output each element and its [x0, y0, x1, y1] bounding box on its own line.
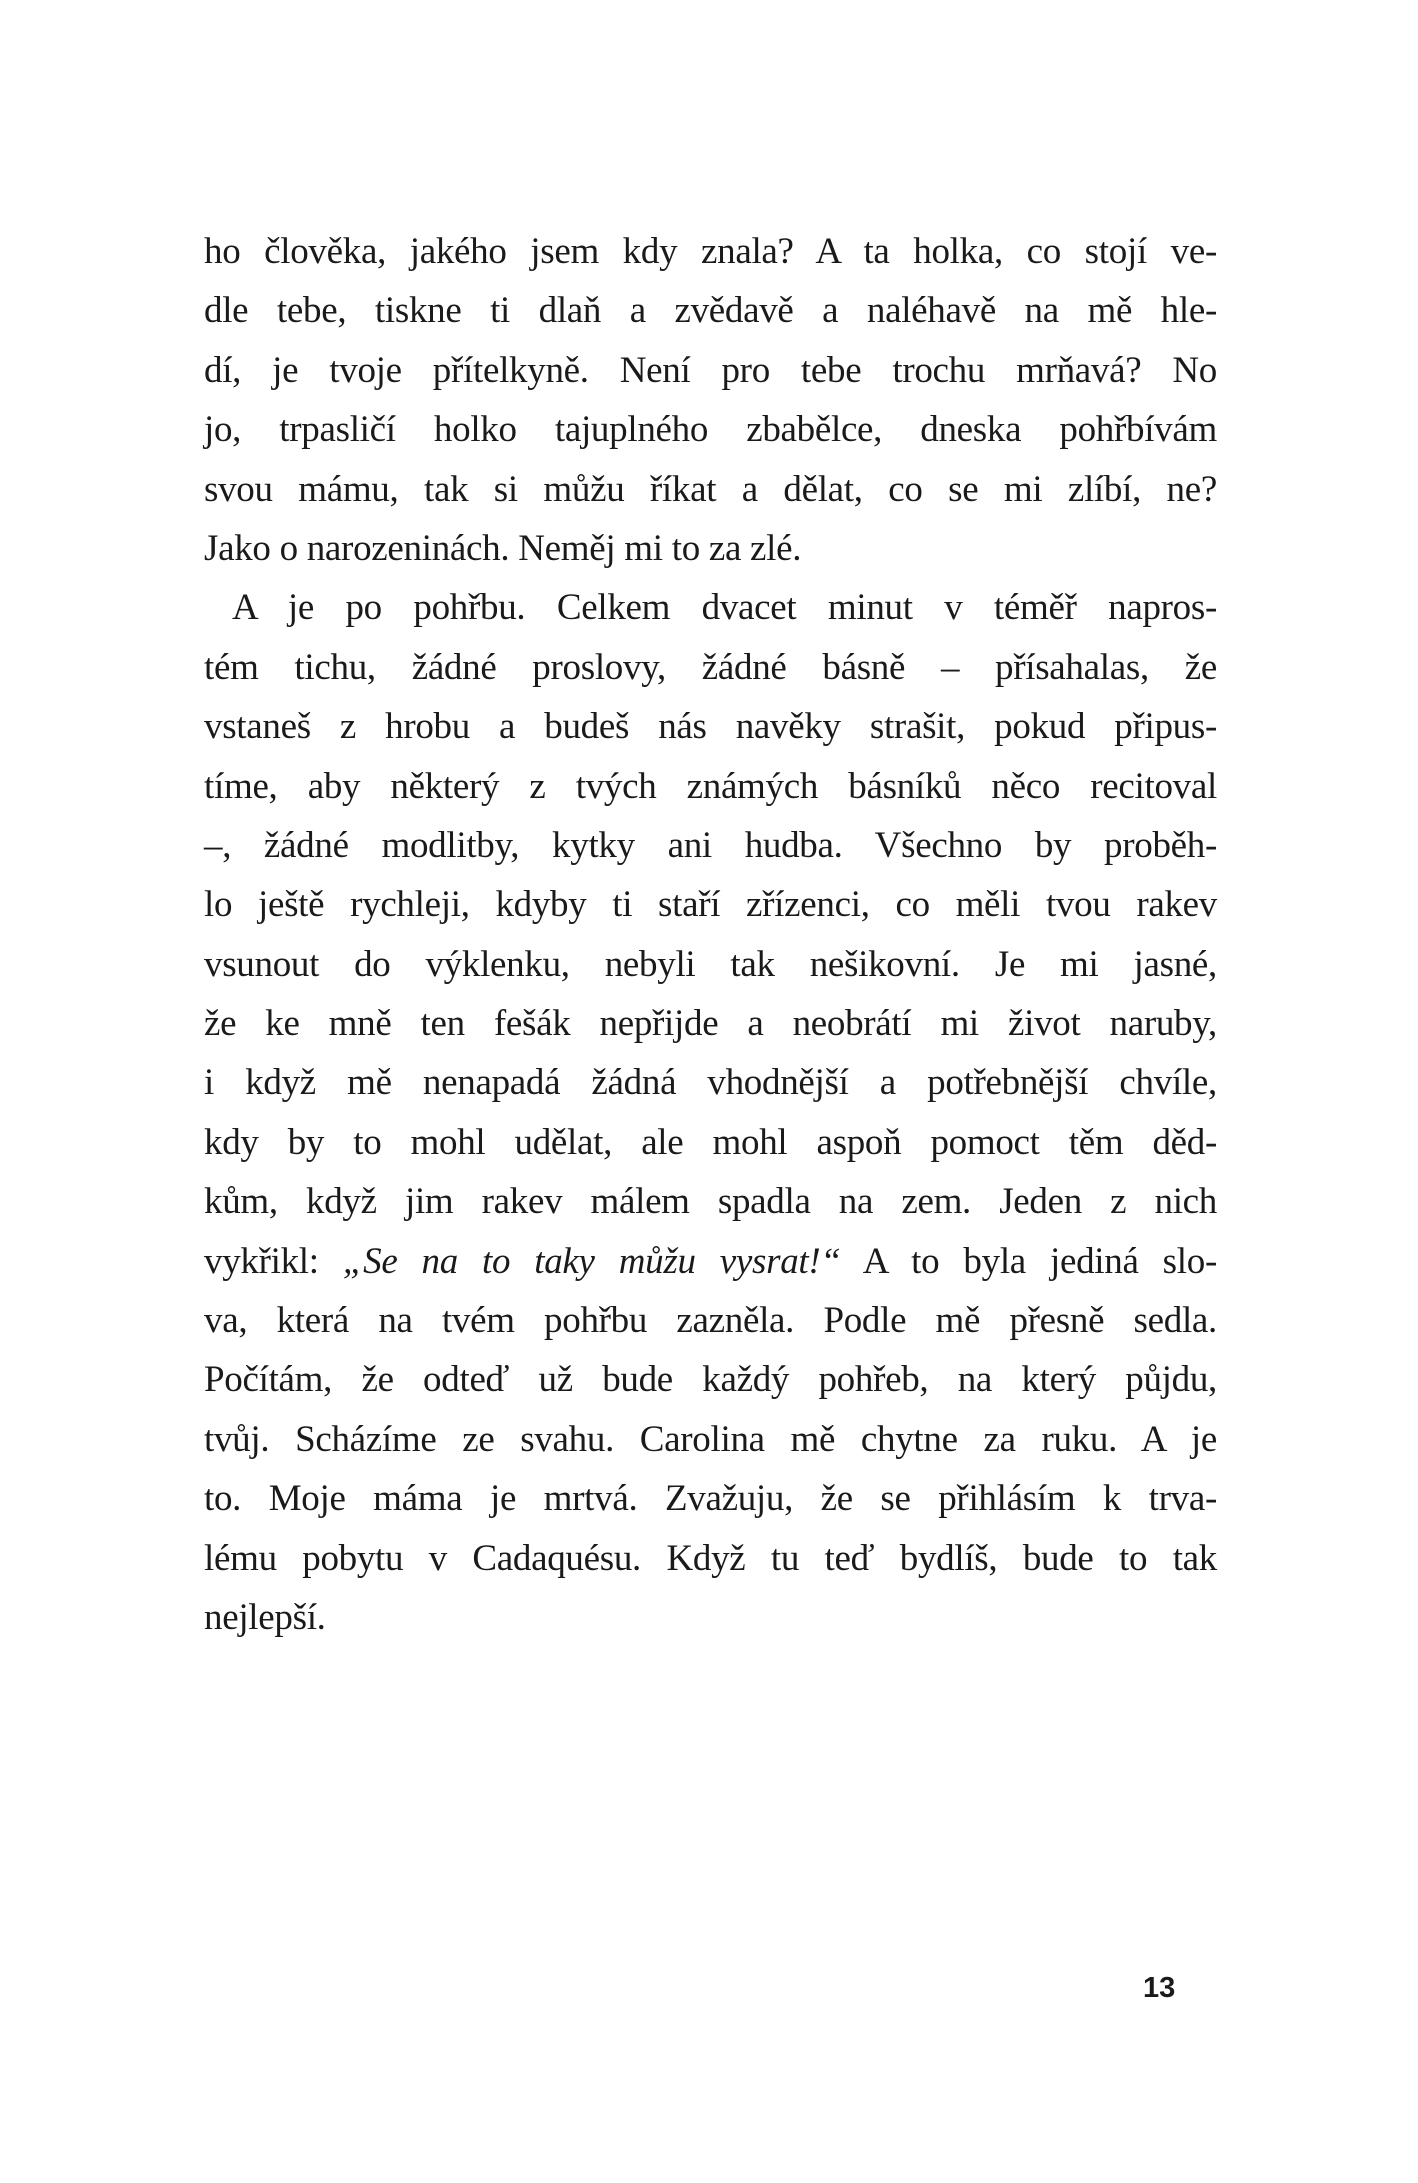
body-text [204, 222, 1217, 1647]
text-line: lému pobytu v Cadaquésu. Když tu teď bydlíš, bude to tak [204, 1537, 1217, 1579]
quote-tail: A to byla jediná slo- [840, 1240, 1217, 1282]
text-line: svou mámu, tak si můžu říkat a dělat, co se mi zlíbí, ne? [204, 468, 1217, 510]
text-line-with-quote [204, 1232, 1217, 1291]
text-line: vstaneš z hrobu a budeš nás navěky strašit, pokud připus- [204, 706, 1217, 748]
text-line: lo ještě rychleji, kdyby ti staří zřízenci, co měli tvou rakev [204, 884, 1217, 926]
page-number: 13 [1143, 1972, 1176, 2004]
text-line: kům, když jim rakev málem spadla na zem. Jeden z nich [204, 1181, 1217, 1223]
text-line: Jako o narozeninách. Neměj mi to za zlé. [204, 527, 802, 569]
text-line: kdy by to mohl udělat, ale mohl aspoň pomoct těm děd- [204, 1121, 1217, 1163]
text-line: vsunout do výklenku, nebyli tak nešikovní. Je mi jasné, [204, 943, 1217, 985]
paragraph-1 [204, 222, 1217, 578]
text-line: že ke mně ten fešák nepřijde a neobrátí mi život naruby, [204, 1003, 1217, 1045]
text-line: i když mě nenapadá žádná vhodnější a potřebnější chvíle, [204, 1062, 1217, 1104]
text-line: A je po pohřbu. Celkem dvacet minut v téměř napros- [232, 587, 1217, 629]
text-line: Počítám, že odteď už bude každý pohřeb, na který půjdu, [204, 1359, 1217, 1401]
quote-lead: vykřikl: [204, 1240, 343, 1282]
text-line: va, která na tvém pohřbu zazněla. Podle mě přesně sedla. [204, 1300, 1217, 1342]
text-line: tíme, aby některý z tvých známých básníků něco recitoval [204, 765, 1217, 807]
text-line: dí, je tvoje přítelkyně. Není pro tebe trochu mrňavá? No [204, 349, 1217, 391]
text-line: nejlepší. [204, 1596, 326, 1638]
text-line: ho člověka, jakého jsem kdy znala? A ta holka, co stojí ve- [204, 231, 1217, 272]
text-line: to. Moje máma je mrtvá. Zvažuju, že se přihlásím k trva- [204, 1478, 1217, 1520]
text-line: –, žádné modlitby, kytky ani hudba. Všechno by proběh- [204, 824, 1217, 866]
text-line: dle tebe, tiskne ti dlaň a zvědavě a naléhavě na mě hle- [204, 290, 1217, 332]
paragraph-2 [204, 578, 1217, 1647]
text-line: tvůj. Scházíme ze svahu. Carolina mě chytne za ruku. A je [204, 1418, 1217, 1460]
text-line: tém tichu, žádné proslovy, žádné básně – přísahalas, že [204, 646, 1217, 688]
text-line: jo, trpasličí holko tajuplného zbabělce, dneska pohřbívám [204, 409, 1217, 451]
italic-quote: „Se na to taky můžu vysrat!“ [342, 1240, 841, 1282]
